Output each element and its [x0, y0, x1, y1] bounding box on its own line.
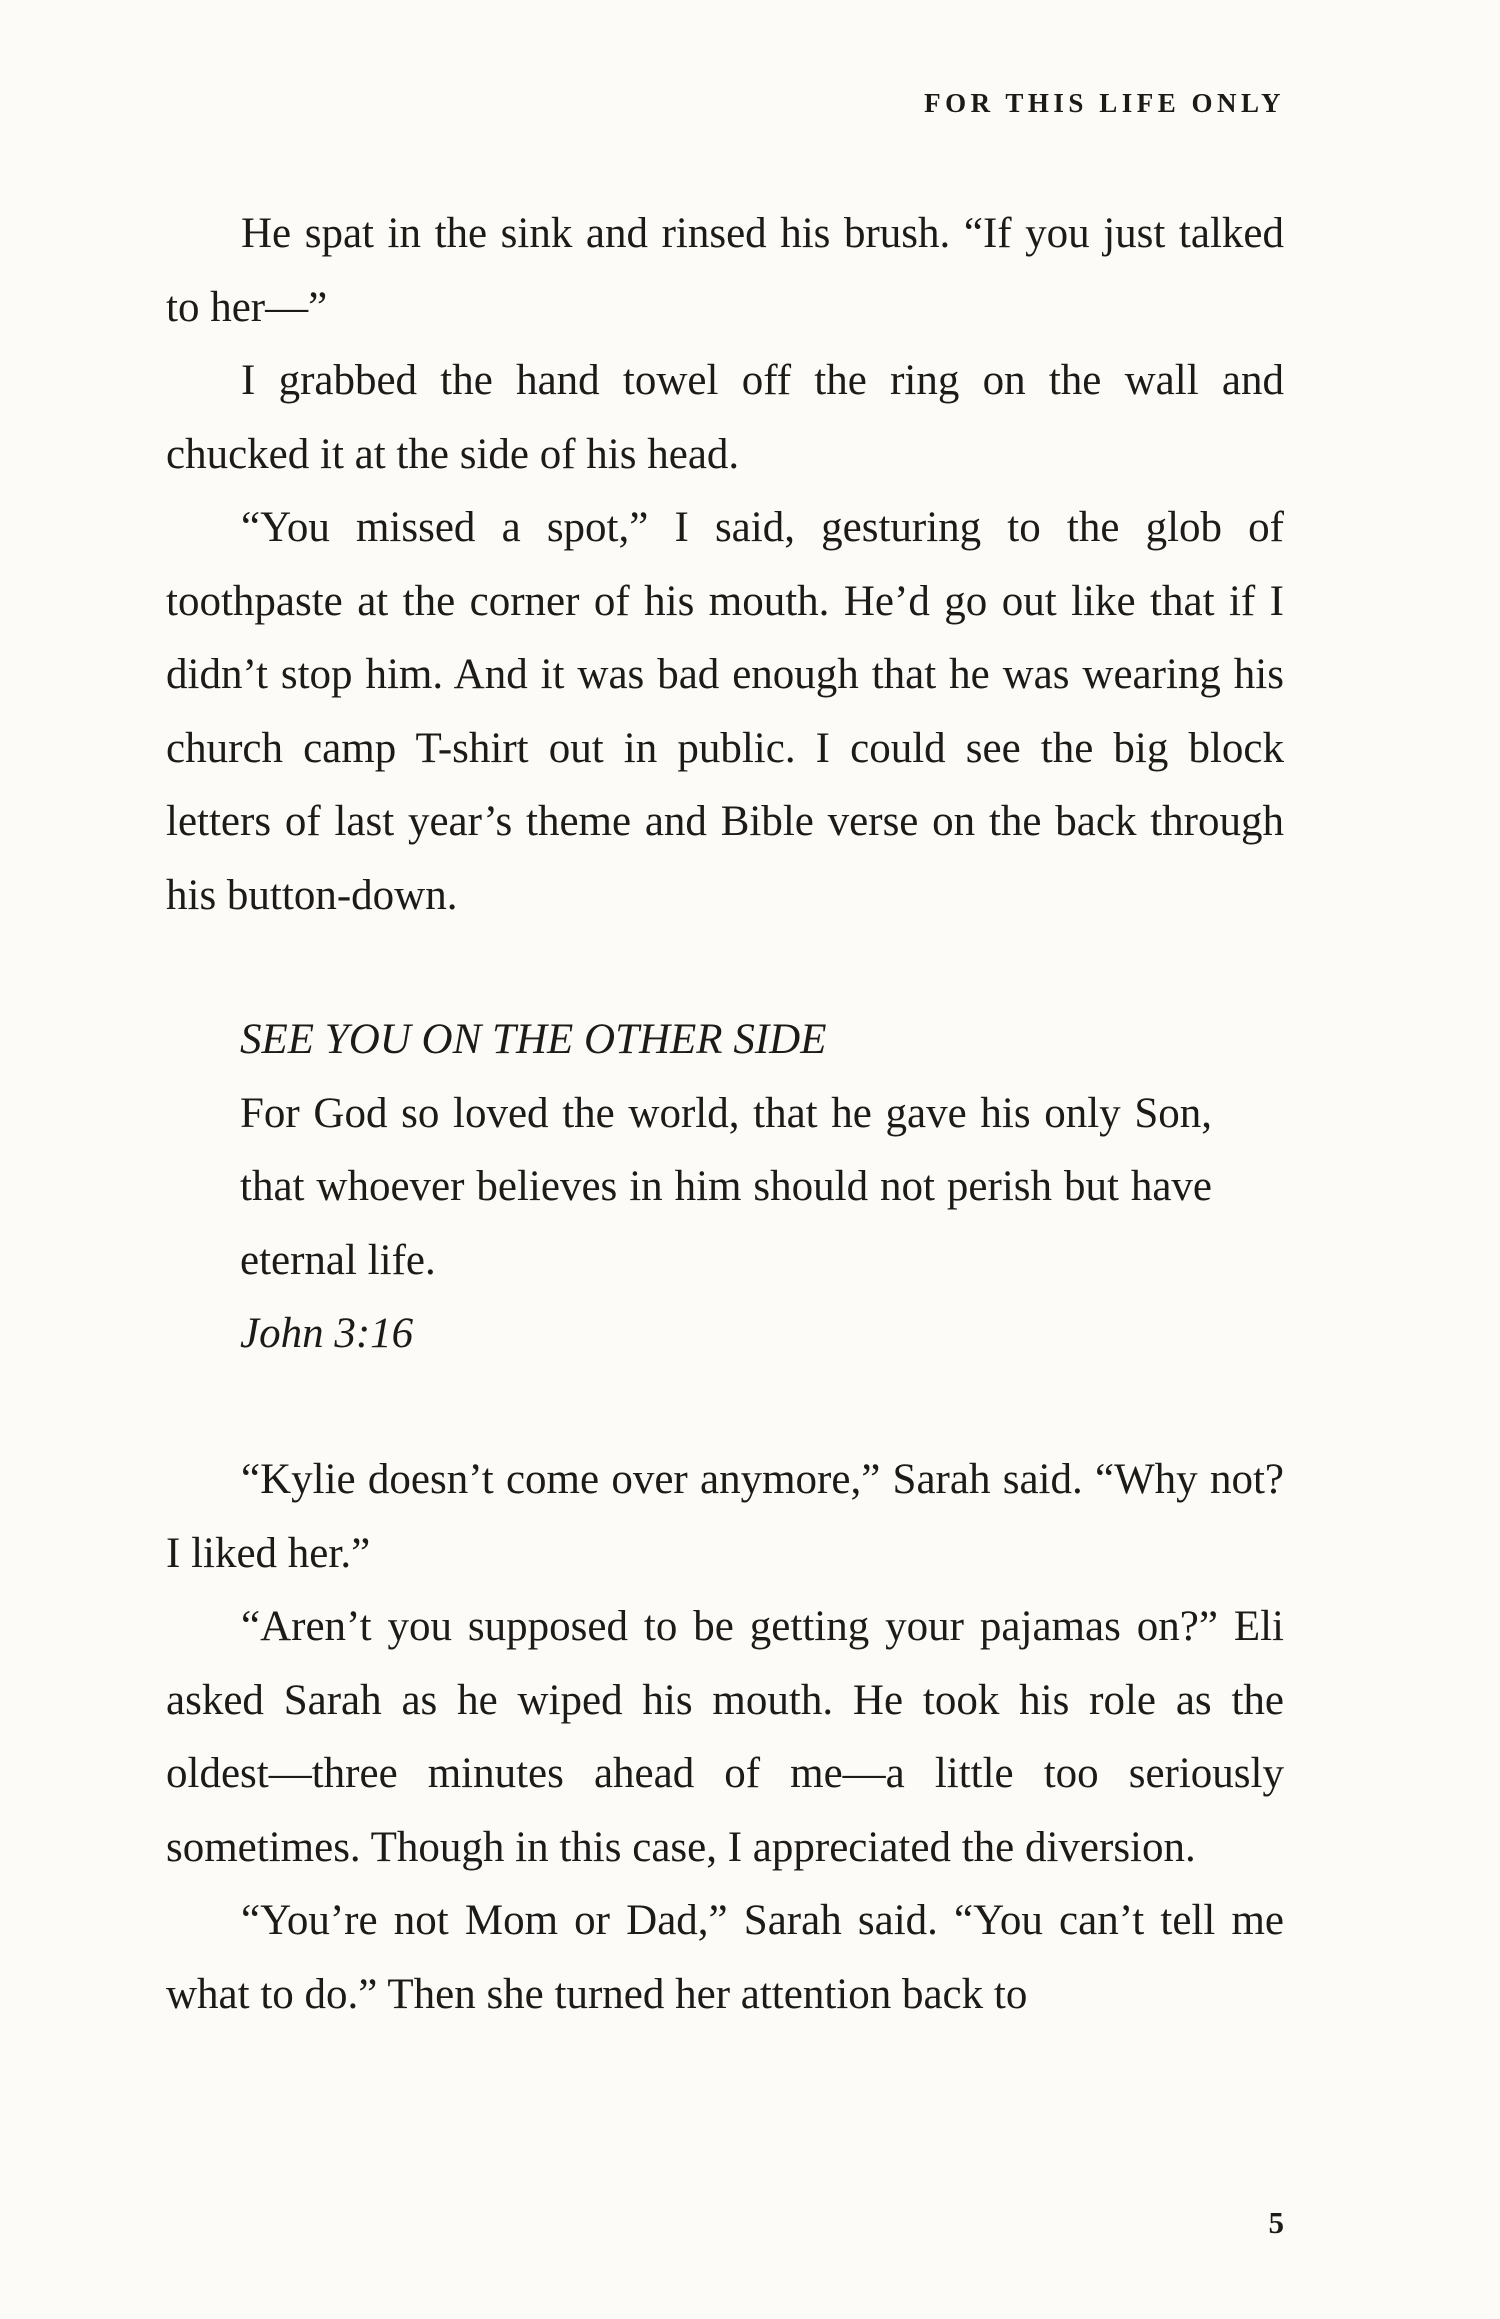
paragraph: “You missed a spot,” I said, gesturing to the glob of toothpaste at the corner of his mouth. He’d go out like that if I didn’t stop him. And it was bad enough that he was wearing his church camp T-shirt out in public. I could see the big block letters of last year’s theme and Bible verse on the back through his button-down. — [166, 504, 1284, 919]
body-text-top — [166, 197, 1284, 932]
epigraph-title: SEE YOU ON THE OTHER SIDE — [240, 1016, 827, 1063]
paragraph: “Aren’t you supposed to be getting your pajamas on?” Eli asked Sarah as he wiped his mouth. He took his role as the oldest—three minutes ahead of me—a little too seriously sometimes. Though in this case, I appreciated the diversion. — [166, 1603, 1284, 1871]
paragraph: He spat in the sink and rinsed his brush. “If you just talked to her—” — [166, 210, 1284, 331]
verse-epigraph — [240, 1003, 1212, 1371]
paragraph: “Kylie doesn’t come over anymore,” Sarah said. “Why not? I liked her.” — [166, 1456, 1284, 1577]
running-head: FOR THIS LIFE ONLY — [924, 88, 1285, 118]
paragraph: “You’re not Mom or Dad,” Sarah said. “You can’t tell me what to do.” Then she turned her attention back to — [166, 1897, 1284, 2018]
body-text-bottom — [166, 1443, 1284, 2031]
page-number: 5 — [1268, 2205, 1284, 2240]
paragraph: I grabbed the hand towel off the ring on the wall and chucked it at the side of his head. — [166, 357, 1284, 478]
epigraph-verse: For God so loved the world, that he gave his only Son, that whoever believes in him should not perish but have eternal life. — [240, 1089, 1212, 1284]
epigraph-citation: John 3:16 — [240, 1310, 414, 1357]
